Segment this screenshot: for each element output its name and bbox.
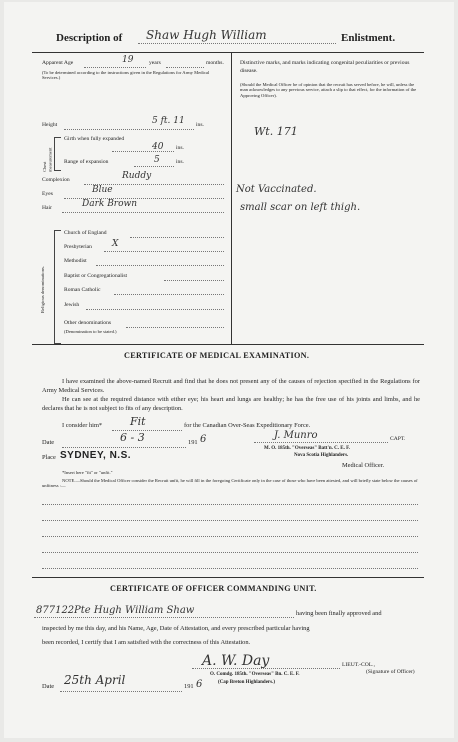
officer-date-line — [60, 691, 182, 692]
denom-line-2 — [96, 265, 224, 266]
signature-line-2 — [192, 668, 340, 669]
officer-line-2: inspected by me this day, and his Name, Age, Date of Attestation, and every prescribed particular having — [42, 625, 310, 632]
fit-value: Fit — [130, 415, 146, 428]
consider-prefix: I consider him* — [62, 422, 103, 429]
officer-year-prefix: 191 — [184, 683, 194, 690]
girth-value: 40 — [152, 142, 164, 152]
apparent-age-value: 19 — [122, 55, 134, 65]
height-value: 5 ft. 11 — [152, 116, 185, 126]
hair-line — [62, 212, 224, 213]
denom-line-3 — [164, 280, 224, 281]
complexion-value: Ruddy — [122, 171, 152, 181]
officer-stamp-line-1: O. Comdg. 185th. "Overseas" Bn. C. E. F. — [210, 672, 300, 677]
apparent-age-label: Apparent Age — [42, 60, 74, 66]
denom-other: Other denominations — [64, 320, 112, 326]
complexion-label: Complexion — [42, 177, 70, 183]
unfitness-line-1 — [42, 504, 418, 505]
presbyterian-mark: X — [112, 239, 119, 249]
officer-date-label: Date — [42, 683, 55, 690]
not-vaccinated: Not Vaccinated. — [236, 184, 317, 195]
signature-line-1 — [254, 442, 388, 443]
ins-label-3: ins. — [176, 159, 184, 165]
officer-line-3: been recorded, I certify that I am satisfied with the correctness of this Attestation. — [42, 639, 251, 646]
unfitness-line-5 — [42, 568, 418, 569]
denom-jewish: Jewish — [64, 302, 80, 308]
section-rule-2 — [32, 577, 424, 578]
medical-heading: CERTIFICATE OF MEDICAL EXAMINATION. — [124, 351, 310, 360]
denom-church-of-england: Church of England — [64, 230, 107, 236]
medical-para-2: He can see at the required distance with either eye; his heart and lungs are healthy; he has the free use of his joints and limbs, and he declares that he is not subject to fits of any description. — [42, 396, 420, 412]
officer-signature: A. W. Day — [202, 653, 270, 669]
range-line — [134, 166, 174, 167]
consider-suffix: for the Canadian Over-Seas Expeditionary Force. — [184, 422, 311, 429]
ins-label-1: ins. — [196, 122, 204, 128]
denom-methodist: Methodist — [64, 258, 87, 264]
age-line — [84, 67, 146, 68]
note-text: NOTE.—Should the Medical Officer consider the Recruit unfit, he will fill in the foregoing Certificate only in the case of those who have been attested, and will briefly state below the causes of unfitness :— — [42, 478, 418, 489]
medical-stamp-line-2: Nova Scotia Highlanders. — [294, 453, 349, 458]
marks-note: (Should the Medical Officer be of opinion that the recruit has served before, he will, unless the man acknowledges to any previous service, attach a slip to that effect, for the information of the Approving Officer). — [240, 82, 417, 98]
weight-note: Wt. 171 — [254, 125, 298, 138]
officer-year-value: 6 — [196, 679, 203, 690]
marks-heading: Distinctive marks, and marks indicating congenital peculiarities or previous disease. — [240, 60, 410, 74]
eyes-value: Blue — [92, 185, 113, 195]
religious-label: Religious denominations. — [40, 266, 45, 314]
capt-label: CAPT. — [390, 436, 406, 442]
religion-brace — [54, 230, 61, 344]
years-label: years — [149, 60, 161, 66]
top-rule — [32, 52, 424, 53]
unfitness-line-3 — [42, 536, 418, 537]
medical-date-label: Date — [42, 439, 55, 446]
place-label: Place — [42, 454, 56, 461]
height-line — [64, 129, 194, 130]
officer-recruit-name: Pte Hugh William Shaw — [74, 605, 195, 616]
other-note: (Denomination to be stated.) — [64, 329, 117, 334]
chest-label: Chest measurement — [42, 147, 53, 172]
signature-of-officer-label: (Signature of Officer) — [366, 669, 415, 675]
regimental-number: 877122 — [36, 605, 75, 616]
ins-label-2: ins. — [176, 145, 184, 151]
unfitness-line-2 — [42, 520, 418, 521]
height-label: Height — [42, 122, 58, 128]
title-prefix: Description of — [56, 32, 123, 44]
place-value: SYDNEY, N.S. — [60, 450, 132, 461]
name-line — [138, 43, 336, 44]
medical-year-prefix: 191 — [188, 439, 198, 446]
scar-note: small scar on left thigh. — [240, 202, 361, 213]
title-suffix: Enlistment. — [341, 32, 396, 44]
denom-line-4 — [114, 294, 224, 295]
denom-baptist: Baptist or Congregationalist — [64, 273, 128, 279]
officer-date-value: 25th April — [64, 673, 126, 687]
months-label: months. — [206, 60, 224, 66]
officer-heading: CERTIFICATE OF OFFICER COMMANDING UNIT. — [110, 584, 317, 593]
column-divider — [231, 52, 232, 344]
denom-line-1 — [104, 251, 224, 252]
section-rule — [32, 344, 424, 345]
unfitness-line-4 — [42, 552, 418, 553]
officer-stamp-line-2: (Cap Breton Highlanders.) — [218, 680, 275, 685]
chest-brace — [54, 137, 61, 171]
medical-year-value: 6 — [200, 434, 207, 445]
hair-value: Dark Brown — [82, 199, 138, 209]
age-note: (To be determined according to the instructions given in the Regulations for Army Medical Services.) — [42, 70, 210, 81]
insert-note: *Insert here "fit" or "unfit." — [62, 470, 113, 475]
girth-line — [112, 151, 174, 152]
eyes-label: Eyes — [42, 191, 53, 197]
denom-line-6 — [126, 327, 224, 328]
medical-officer-label: Medical Officer. — [342, 462, 385, 469]
medical-stamp-line-1: M. O. 185th. "Overseas" Batt'n. C. E. F. — [264, 446, 350, 451]
range-value: 5 — [154, 155, 160, 165]
officer-line-1-suffix: having been finally approved and — [296, 610, 382, 617]
denom-presbyterian: Presbyterian — [64, 244, 92, 250]
medical-para-1: I have examined the above-named Recruit and find that he does not present any of the causes of rejection specified in the Regulations for Army Medical Services. — [42, 378, 420, 394]
range-label: Range of expansion — [64, 159, 109, 165]
medical-date-value: 6 - 3 — [120, 431, 145, 444]
months-line — [166, 67, 204, 68]
medical-date-line — [62, 447, 186, 448]
medical-signature: J. Munro — [274, 430, 318, 441]
recruit-name: Shaw Hugh William — [146, 28, 267, 42]
girth-label: Girth when fully expanded — [64, 136, 125, 142]
denom-line-0 — [130, 237, 224, 238]
lieut-col-label: LIEUT.-COL., — [342, 662, 375, 668]
denom-line-5 — [86, 309, 224, 310]
enlistment-form — [4, 2, 454, 738]
hair-label: Hair — [42, 205, 52, 211]
recruit-name-line — [34, 617, 294, 618]
denom-roman-catholic: Roman Catholic — [64, 287, 101, 293]
